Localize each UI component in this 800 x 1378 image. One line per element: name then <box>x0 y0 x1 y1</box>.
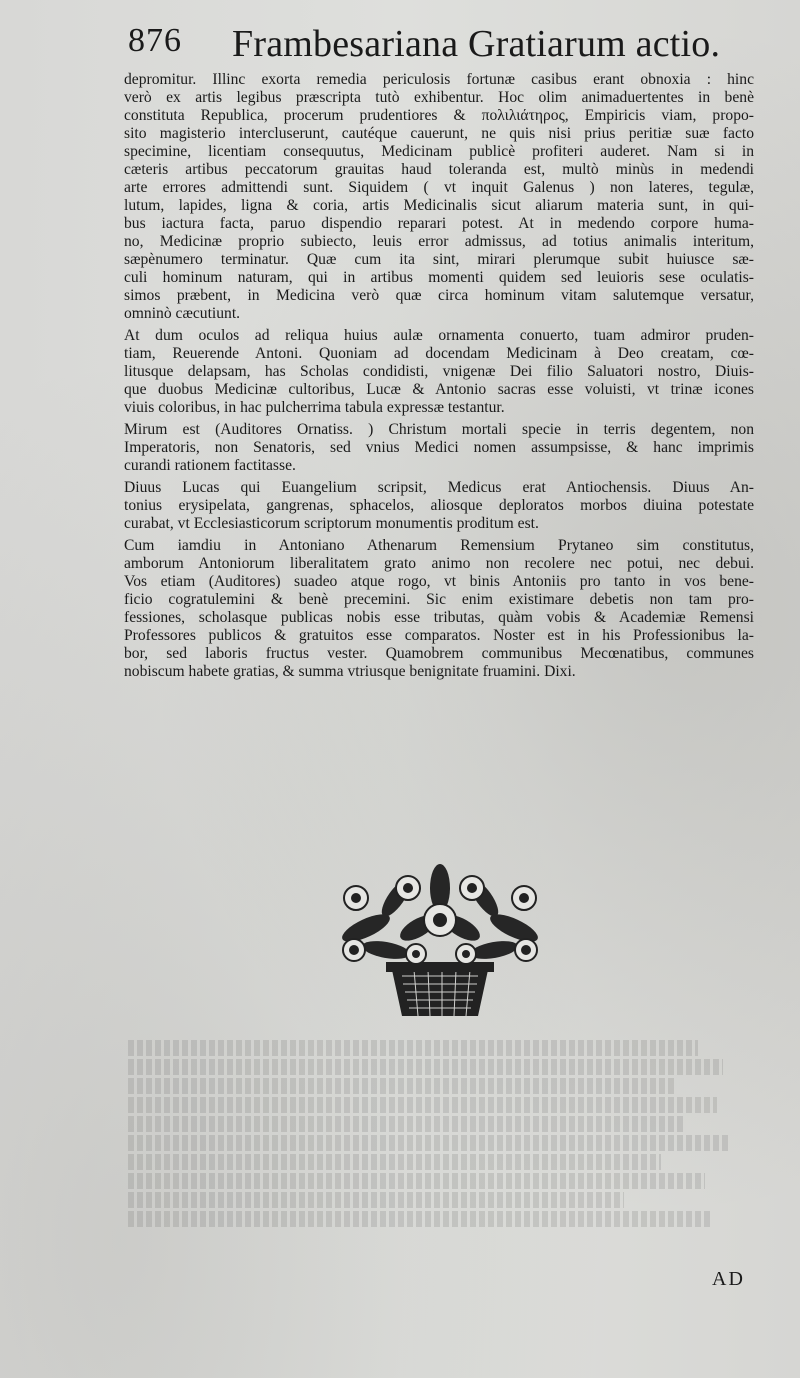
flower-basket-icon <box>326 858 554 1028</box>
paragraph <box>124 479 754 533</box>
text-line: litusque delapsam, has Scholas condidisti, vnigenæ Dei filio Saluatori nostro, Diuis- <box>124 363 754 380</box>
text-line: amborum Antoniorum liberalitatem grato animo non recolere nec potui, nec debui. <box>124 555 754 572</box>
text-line: curabat, vt Ecclesiasticorum scriptorum monumentis proditum est. <box>124 515 539 532</box>
text-line: tiam, Reuerende Antoni. Quoniam ad docendam Medicinam à Deo creatam, cœ- <box>124 345 754 362</box>
running-title: Frambesariana Gratiarum actio. <box>232 23 721 65</box>
text-line: Vos etiam (Auditores) suadeo atque rogo, vt binis Antoniis pro tanto in vos bene- <box>124 573 754 590</box>
paragraph <box>124 71 754 323</box>
text-line: omninò cæcutiunt. <box>124 305 241 322</box>
text-line: fessiones, scholasque publicas nobis esse tributas, quàm vobis & Academiæ Remensi <box>124 609 754 626</box>
paragraph <box>124 421 754 475</box>
text-line: constituta Republica, procerum prudentiores & πολιλιάτηρος, Empiricis viam, propo- <box>124 107 754 124</box>
text-line: lutum, lapides, ligna & coria, artis Medicinalis sicut aliarum materia sunt, in qui- <box>124 197 754 214</box>
text-line: Imperatoris, non Senatoris, sed vnius Medici nomen assumpsisse, & hanc imprimis <box>124 439 754 456</box>
text-line: depromitur. Illinc exorta remedia periculosis fortunæ casibus erant obnoxia : hinc <box>124 71 754 88</box>
page-number: 876 <box>128 22 182 59</box>
text-line: cæteris artibus peccatorum grauitas haud toleranda est, multò minùs in medendi <box>124 161 754 178</box>
text-line: verò ex artis legibus præscripta tutò exhibentur. Hoc olim animaduertentes in benè <box>124 89 754 106</box>
text-line: no, Medicinæ proprio subiecto, leuis error admissus, ad totius animalis interitum, <box>124 233 754 250</box>
body-text <box>124 71 754 681</box>
text-line: ficio cogratulemini & benè precemini. Sic enim existimare debetis non tam pro- <box>124 591 754 608</box>
catchword: AD <box>712 1268 745 1290</box>
text-line: curandi rationem factitasse. <box>124 457 296 474</box>
text-line: Cum iamdiu in Antoniano Athenarum Remensium Prytaneo sim constitutus, <box>124 537 754 554</box>
text-line: que duobus Medicinæ cultoribus, Lucæ & Antonio sacras esse voluisti, vt trinæ icones <box>124 381 754 398</box>
text-line: Diuus Lucas qui Euangelium scripsit, Medicus erat Antiochensis. Diuus An- <box>124 479 754 496</box>
text-line: sito magisterio intercluserunt, cautéque cauerunt, ne quis nisi prius peritiæ suæ facto <box>124 125 754 142</box>
text-line: bor, sed laboris fructus vester. Quamobrem communibus Mecœnatibus, communes <box>124 645 754 662</box>
paragraph <box>124 537 754 681</box>
bleed-through-text <box>128 1040 748 1240</box>
text-line: Mirum est (Auditores Ornatiss. ) Christum mortali specie in terris degentem, non <box>124 421 754 438</box>
text-line: nobiscum habete gratias, & summa vtriusque benignitate fruamini. Dixi. <box>124 663 576 680</box>
text-line: bus iactura facta, paruo dispendio reparari potest. At in medendo corpore huma- <box>124 215 754 232</box>
text-line: simos præbent, in Medicina verò quæ circa hominum vitam salutemque versatur, <box>124 287 754 304</box>
page-header <box>128 18 748 70</box>
text-line: culi hominum naturam, qui in artibus momenti quidem sed leuioris sese oculatis- <box>124 269 754 286</box>
text-line: tonius erysipelata, gangrenas, sphacelos, aliosque deploratos morbos diuina potestate <box>124 497 754 514</box>
paragraph <box>124 327 754 417</box>
text-line: At dum oculos ad reliqua huius aulæ ornamenta conuerto, tuam admiror pruden- <box>124 327 754 344</box>
text-line: arte errores admittendi sunt. Siquidem ( vt inquit Galenus ) non lateres, tegulæ, <box>124 179 754 196</box>
text-line: viuis coloribus, in hac pulcherrima tabula expressæ testantur. <box>124 399 505 416</box>
text-line: sæpènumero terminatur. Quæ cum ita sint, mirari plerumque subit huiusce sæ- <box>124 251 754 268</box>
text-line: specimine, licentiam consequutus, Medicinam publicè profiteri auderet. Nam si in <box>124 143 754 160</box>
text-line: Professores publicos & gratuitos esse comparatos. Noster est in his Professionibus la- <box>124 627 754 644</box>
